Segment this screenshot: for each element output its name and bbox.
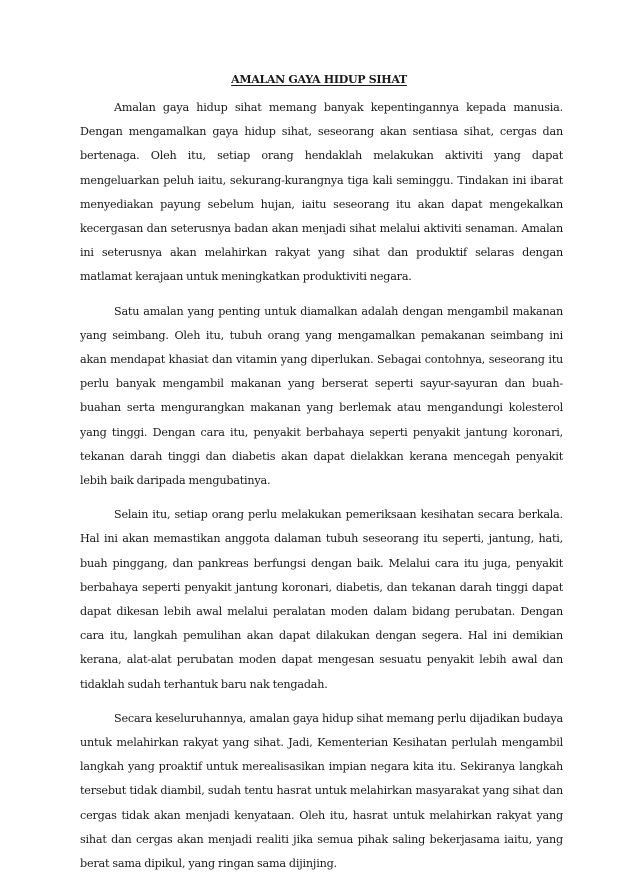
paragraph-1: Amalan gaya hidup sihat memang banyak kepentingannya kepada manusia. Dengan mengamalkan gaya hidup sihat, seseorang akan sentiasa sihat, cergas dan bertenaga. Oleh itu, setiap orang hendaklah melakukan aktiviti yang dapat mengeluarkan peluh iaitu, sekurang-kurangnya tiga kali seminggu. Tindakan ini ibarat menyediakan payung sebelum hujan, iaitu seseorang itu akan dapat mengekalkan kecergasan dan seterusnya badan akan menjadi sihat melalui aktiviti senaman. Amalan ini seterusnya akan melahirkan rakyat yang sihat dan produktif selaras dengan matlamat kerajaan untuk meningkatkan produktiviti negara. xyxy=(80,101,563,284)
document-body xyxy=(80,96,563,886)
document-title: AMALAN GAYA HIDUP SIHAT xyxy=(231,73,407,86)
document-title-container xyxy=(0,73,638,86)
paragraph-4: Secara keseluruhannya, amalan gaya hidup sihat memang perlu dijadikan budaya untuk melahirkan rakyat yang sihat. Jadi, Kementerian Kesihatan perlulah mengambil langkah yang proaktif untuk merealisasikan impian negara kita itu. Sekiranya langkah tersebut tidak diambil, sudah tentu hasrat untuk melahirkan masyarakat yang sihat dan cergas tidak akan menjadi kenyataan. Oleh itu, hasrat untuk melahirkan rakyat yang sihat dan cergas akan menjadi realiti jika semua pihak saling bekerjasama iaitu, yang berat sama dipikul, yang ringan sama dijinjing. xyxy=(80,711,563,871)
paragraph-2: Satu amalan yang penting untuk diamalkan adalah dengan mengambil makanan yang seimbang. Oleh itu, tubuh orang yang mengamalkan pemakanan seimbang ini akan mendapat khasiat dan vitamin yang diperlukan. Sebagai contohnya, seseorang itu perlu banyak mengambil makanan yang berserat seperti sayur-sayuran dan buah-buahan serta mengurangkan makanan yang berlemak atau mengandungi kolesterol yang tinggi. Dengan cara itu, penyakit berbahaya seperti penyakit jantung koronari, tekanan darah tinggi dan diabetis akan dapat dielakkan kerana mencegah penyakit lebih baik daripada mengubatinya. xyxy=(80,304,563,488)
paragraph-3: Selain itu, setiap orang perlu melakukan pemeriksaan kesihatan secara berkala. Hal ini akan memastikan anggota dalaman tubuh seseorang itu seperti, jantung, hati, buah pinggang, dan pankreas berfungsi dengan baik. Melalui cara itu juga, penyakit berbahaya seperti penyakit jantung koronari, diabetis, dan tekanan darah tinggi dapat dapat dikesan lebih awal melalui peralatan moden dalam bidang perubatan. Dengan cara itu, langkah pemulihan akan dapat dilakukan dengan segera. Hal ini demikian kerana, alat-alat perubatan moden dapat mengesan sesuatu penyakit lebih awal dan tidaklah sudah terhantuk baru nak tengadah. xyxy=(80,508,563,691)
